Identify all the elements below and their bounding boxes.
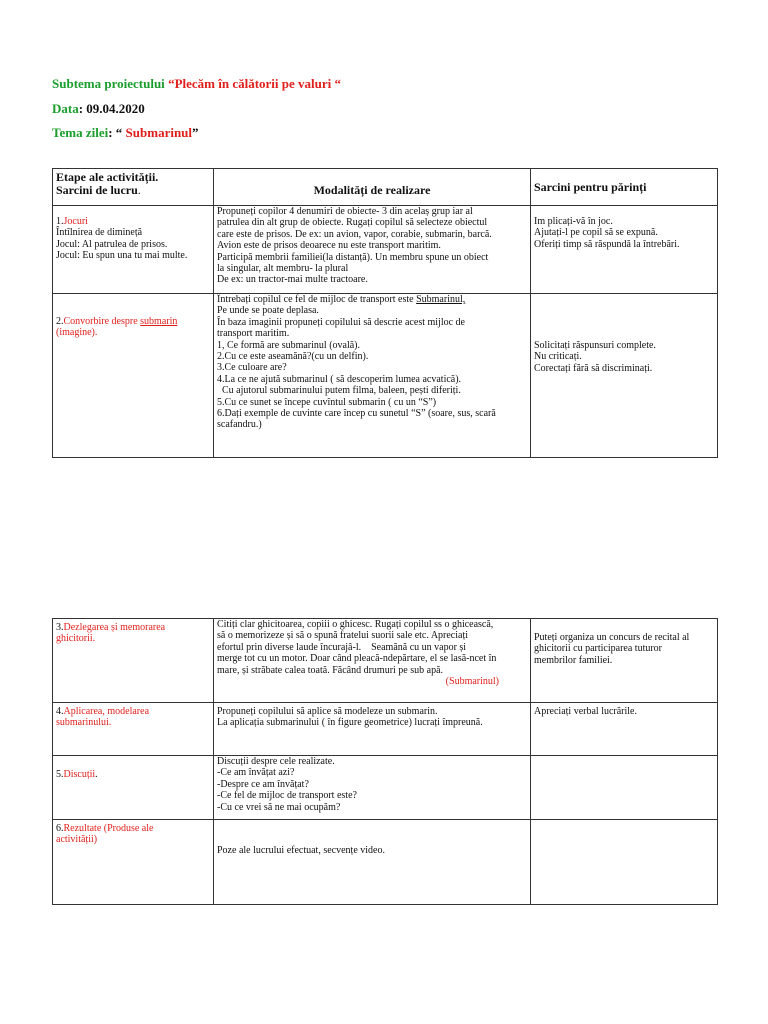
content-line: Avion este de prisos deoarece nu este transport maritim.: [217, 240, 441, 252]
theme-value: Submarinul: [125, 125, 193, 140]
parent-line: Corectați fără să discriminați.: [534, 362, 653, 374]
content-line: 1, Ce formă are submarinul (ovală).: [217, 339, 361, 351]
stage-title-6: [56, 823, 210, 834]
content-line: 6.Dați exemple de cuvinte care încep cu sunetul “S” (soare, sus, scară: [217, 408, 496, 420]
table-row: [53, 820, 718, 905]
content-line: -Cu ce vrei să ne mai ocupăm?: [217, 801, 341, 813]
parent-cell-5: [531, 756, 718, 820]
subtheme-open-quote: “: [168, 76, 175, 91]
date-value: : 09.04.2020: [78, 101, 145, 116]
methods-cell-1: [214, 206, 531, 294]
header-stages: [53, 169, 214, 206]
table-row: [53, 294, 718, 458]
content-line: 3.Ce culoare are?: [217, 362, 287, 374]
content-line: 2.Cu ce este aseamănă?(cu un delfin).: [217, 351, 369, 363]
content-line: merge tot cu un motor. Doar când pleacă-ndepărtare, el se lasă-ncet în: [217, 653, 497, 665]
stage-title-text-1: Jocuri: [63, 216, 88, 227]
content-line: Poze ale lucrului efectuat, secvențe video.: [217, 845, 385, 856]
parent-cell-4: [531, 703, 718, 756]
table-row: [53, 619, 718, 703]
subtheme-value: Plecăm în călătorii pe valuri: [174, 76, 332, 91]
parent-line: Puteți organiza un concurs de recital al: [534, 632, 690, 643]
methods-cell-2: [214, 294, 531, 458]
content-line: 5.Cu ce sunet se începe cuvîntul submarin ( cu un “S”): [217, 396, 437, 408]
stage-line: Jocul: Al patrulea de prisos.: [56, 238, 168, 250]
stage-title-text-6: Rezultate (Produse ale: [63, 823, 154, 834]
parent-line: Solicitați răspunsuri complete.: [534, 340, 656, 351]
parent-cell-1: [531, 206, 718, 294]
stage-num-1: 1.: [56, 216, 64, 227]
content-line: La aplicația submarinului ( în figure geometrice) lucrați împreună.: [217, 717, 483, 729]
stage-cell-5: [53, 756, 214, 820]
content-line: În baza imaginii propuneți copilului să descrie acest mijloc de: [217, 316, 465, 328]
stage-title-2: [56, 316, 210, 327]
methods-cell-5: [214, 756, 531, 820]
stage-title-text-2a: Convorbire despre: [63, 316, 141, 327]
table-row: [53, 703, 718, 756]
activities-table-1: [52, 168, 718, 458]
parent-cell-3: [531, 619, 718, 703]
content-line: transport maritim.: [217, 328, 290, 340]
stage-title-text-2b: submarin: [140, 316, 178, 327]
stage-title-4: [56, 706, 210, 717]
date-line: [52, 101, 145, 117]
parent-cell-6: [531, 820, 718, 905]
parent-line: Apreciați verbal lucrările.: [534, 706, 637, 717]
stage-dot-5: .: [95, 769, 98, 780]
stage-line: ghicitorii.: [56, 633, 96, 645]
content-line: [217, 294, 527, 305]
theme-label: Tema zilei: [52, 125, 109, 140]
stage-cell-6: [53, 820, 214, 905]
parent-line: ghicitorii cu participarea tuturor: [534, 643, 663, 655]
content-line: -Ce fel de mijloc de transport este?: [217, 790, 357, 802]
content-line: 4.La ce ne ajută submarinul ( să descoperim lumea acvatică).: [217, 373, 462, 385]
content-line: scafandru.): [217, 419, 262, 431]
subtheme-line: [52, 76, 341, 92]
content-line: Propuneți copilor 4 denumiri de obiecte- 3 din acelaș grup iar al: [217, 206, 473, 217]
stage-title-3: [56, 622, 210, 633]
stage-title-text-4: Aplicarea, modelarea: [63, 706, 150, 717]
table-row: [53, 756, 718, 820]
stage-line: activității): [56, 834, 98, 846]
content-line: De ex: un tractor-mai multe tractoare.: [217, 274, 368, 286]
content-line: la singular, alt membru- la plural: [217, 263, 349, 275]
parent-line: Im plicați-vă în joc.: [534, 216, 613, 227]
stage-cell-4: [53, 703, 214, 756]
content-line: -Ce am învățat azi?: [217, 767, 295, 779]
table-header-row: [53, 169, 718, 206]
content-line: Discuții despre cele realizate.: [217, 756, 335, 767]
parent-line: Oferiți timp să răspundă la întrebări.: [534, 238, 680, 250]
content-line-1a: Întrebați copilul ce fel de mijloc de transport este: [217, 294, 417, 305]
content-line: mare, și străbate calea toată. Făcând drumuri pe sub apă.: [217, 664, 444, 676]
content-line: efortul prin diverse laude încurajâ-l. Seamănă cu un vapor și: [217, 641, 467, 653]
content-line: patrulea din alt grup de obiecte. Rugați copilul să selecteze obiectul: [217, 217, 488, 229]
methods-cell-6: [214, 820, 531, 905]
activities-table-2: [52, 618, 718, 905]
stage-line: Jocul: Eu spun una tu mai multe.: [56, 250, 188, 262]
content-line: Citiți clar ghicitoarea, copiii o ghicesc. Rugați copilul ss o ghicească,: [217, 619, 494, 630]
stage-num-3: 3.: [56, 622, 64, 633]
header-parent-tasks: Sarcini pentru părinți: [531, 169, 718, 206]
stage-cell-3: [53, 619, 214, 703]
stage-cell-2: [53, 294, 214, 458]
stage-title-text-3: Dezlegarea și memorarea: [63, 622, 166, 633]
stage-num-6: 6.: [56, 823, 64, 834]
stage-num-4: 4.: [56, 706, 64, 717]
stage-line: Întîlnirea de dimineță: [56, 227, 143, 239]
parent-line: Ajutați-l pe copil să se expună.: [534, 227, 658, 239]
subtheme-label: Subtema proiectului: [52, 76, 169, 91]
content-line: care este de prisos. De ex: un avion, vapor, corabie, submarin, barcă.: [217, 228, 492, 240]
parent-line: membrilor familiei.: [534, 654, 613, 666]
content-line: Participă membrii familiei(la distanță). Un membru spune un obiect: [217, 251, 489, 263]
theme-open: : “: [108, 125, 126, 140]
stage-num-2: 2.: [56, 316, 64, 327]
stage-num-5: 5.: [56, 769, 64, 780]
content-line: Cu ajutorul submarinului putem filma, baleen, pești diferiți.: [217, 385, 461, 397]
content-line: să o memorizeze și să o spună fratelui suorii sale etc. Apreciați: [217, 630, 469, 642]
content-line: -Despre ce am învățat?: [217, 778, 309, 790]
content-line: Pe unde se poate deplasa.: [217, 305, 319, 317]
header-methods: Modalități de realizare: [214, 169, 531, 206]
riddle-answer: (Submarinul): [445, 676, 499, 688]
methods-cell-3: [214, 619, 531, 703]
parent-cell-2: [531, 294, 718, 458]
table-row: [53, 206, 718, 294]
stage-cell-1: [53, 206, 214, 294]
header-stages-line1: Etape ale activității.: [56, 170, 159, 184]
date-label: Data: [52, 101, 79, 116]
stage-title-text-2c: (imagine).: [56, 327, 98, 339]
header-stages-line2: [56, 184, 210, 197]
stage-line: submarinului.: [56, 717, 112, 729]
stage-title-1: [56, 216, 210, 227]
parent-line: Nu criticați.: [534, 351, 582, 363]
content-line-1b: Submarinul,: [416, 294, 466, 305]
subtheme-close-quote: “: [331, 76, 342, 91]
theme-line: [52, 125, 199, 141]
header-stages-dot: .: [137, 183, 141, 197]
stage-title-text-5: Discuții: [63, 769, 96, 780]
methods-cell-4: [214, 703, 531, 756]
stage-title-5: [56, 769, 210, 780]
header-stages-tasks: Sarcini de lucru: [56, 183, 138, 197]
content-line: Propuneți copilului să aplice să modeleze un submarin.: [217, 706, 438, 717]
theme-close: ”: [192, 125, 199, 140]
